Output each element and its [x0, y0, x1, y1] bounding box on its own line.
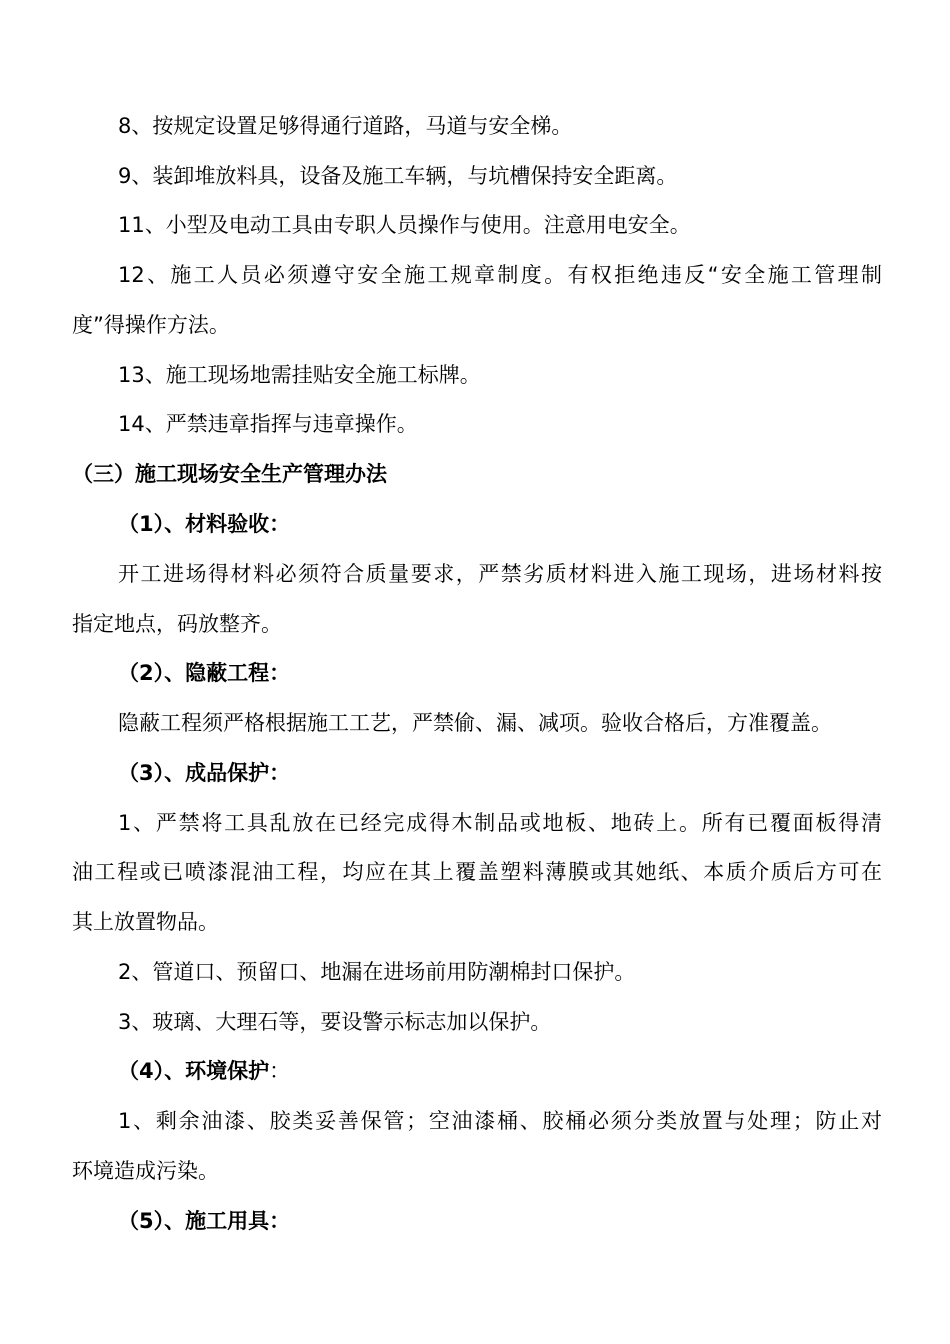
paragraph-line: 开工进场得材料必须符合质量要求，严禁劣质材料进入施工现场，进场材料按 — [118, 562, 882, 586]
paragraph-line: 环境造成污染。 — [72, 1159, 219, 1183]
subsection-heading-product-protection: （3）、成品保护： — [118, 761, 291, 785]
list-item: 8、按规定设置足够得通行道路，马道与安全梯。 — [118, 114, 573, 138]
list-item: 13、施工现场地需挂贴安全施工标牌。 — [118, 363, 481, 387]
list-item: 2、管道口、预留口、地漏在进场前用防潮棉封口保护。 — [118, 960, 636, 984]
subsection-heading-tools: （5）、施工用具： — [118, 1209, 291, 1233]
paragraph-line: 隐蔽工程须严格根据施工工艺，严禁偷、漏、减项。验收合格后，方准覆盖。 — [118, 711, 832, 735]
paragraph-line: 1、剩余油漆、胶类妥善保管；空油漆桶、胶桶必须分类放置与处理；防止对 — [118, 1109, 882, 1133]
paragraph-line: 油工程或已喷漆混油工程，均应在其上覆盖塑料薄膜或其她纸、本质介质后方可在 — [72, 860, 882, 884]
paragraph-line: 1、严禁将工具乱放在已经完成得木制品或地板、地砖上。所有已覆面板得清 — [118, 811, 882, 835]
subsection-heading-materials: （1）、材料验收： — [118, 512, 291, 536]
list-item-continuation: 度”得操作方法。 — [72, 313, 230, 337]
subsection-heading-text: （4）、环境保护 — [118, 1059, 270, 1083]
subsection-heading-environment — [118, 1058, 882, 1084]
section-heading: （三）施工现场安全生产管理办法 — [72, 462, 387, 486]
paragraph-line: 其上放置物品。 — [72, 910, 219, 934]
list-item: 12、施工人员必须遵守安全施工规章制度。有权拒绝违反“安全施工管理制 — [118, 263, 882, 287]
heading-colon: ： — [269, 1059, 291, 1083]
list-item: 11、小型及电动工具由专职人员操作与使用。注意用电安全。 — [118, 213, 691, 237]
paragraph-line: 指定地点，码放整齐。 — [72, 612, 282, 636]
list-item: 9、装卸堆放料具，设备及施工车辆，与坑槽保持安全距离。 — [118, 164, 678, 188]
list-item: 14、严禁违章指挥与违章操作。 — [118, 412, 418, 436]
list-item: 3、玻璃、大理石等，要设警示标志加以保护。 — [118, 1010, 552, 1034]
subsection-heading-concealed-works: （2）、隐蔽工程： — [118, 661, 291, 685]
